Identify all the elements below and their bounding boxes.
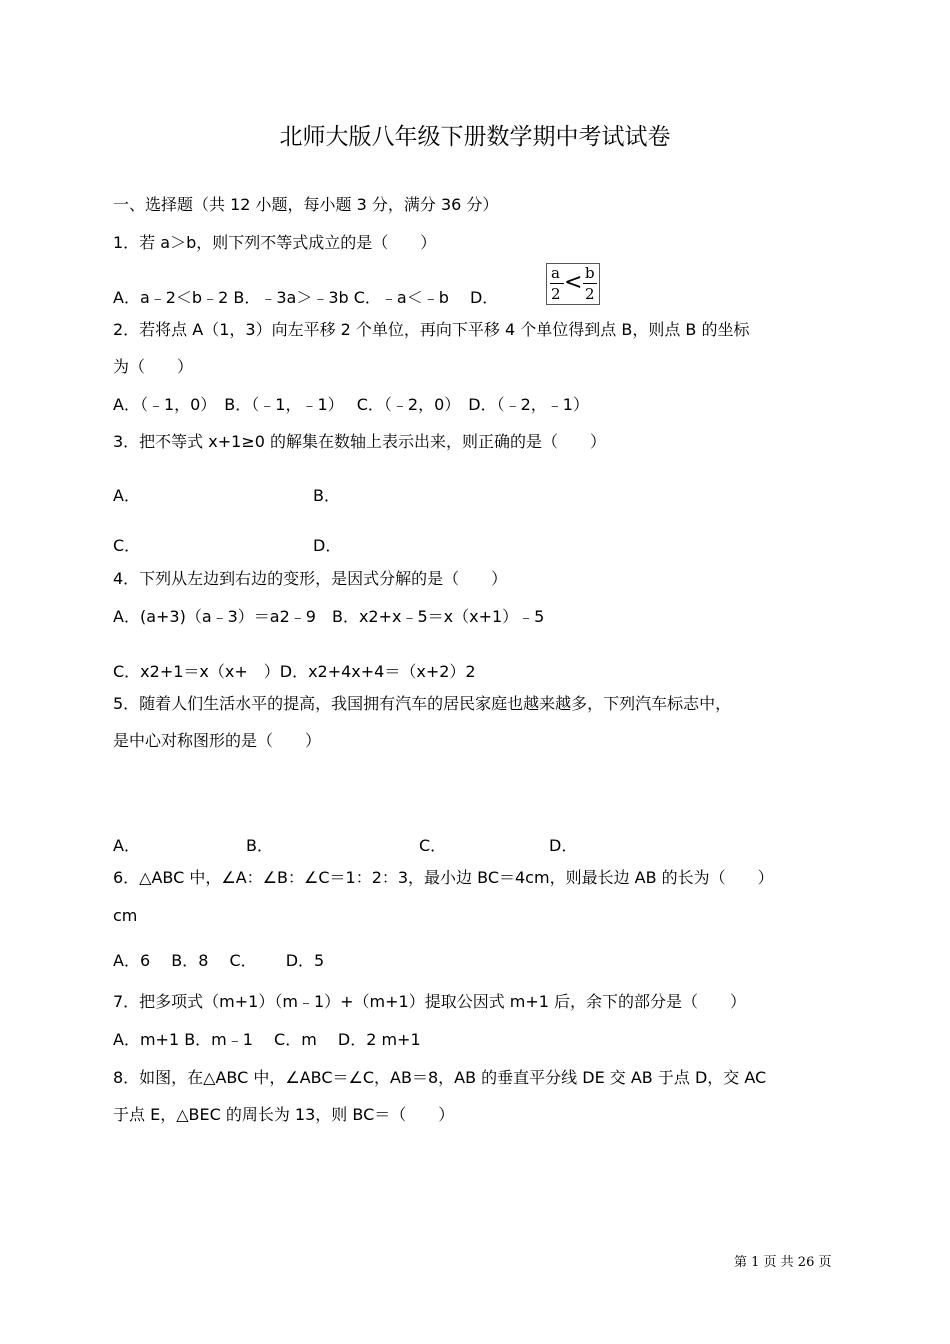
page-footer: 第 1 页 共 26 页	[734, 1255, 832, 1270]
question-5-stem-line1: 5．随着人们生活水平的提高，我国拥有汽车的居民家庭也越来越多，下列汽车标志中，	[113, 694, 732, 713]
fraction-bar-right	[583, 283, 597, 284]
question-3-option-d: D．	[313, 536, 342, 555]
question-6-stem-line2: cm	[113, 906, 138, 925]
section-heading: 一、选择题（共 12 小题，每小题 3 分，满分 36 分）	[113, 195, 499, 214]
question-5-option-b: B．	[246, 836, 273, 855]
question-4-options-line2: C．x2+1＝x（x+ ）D．x2+4x+4＝（x+2）2	[113, 662, 476, 681]
question-3-option-a: A．	[113, 486, 140, 505]
question-7-options: A．m+1 B．m﹣1 C．m D．2 m+1	[113, 1030, 421, 1049]
less-than-sign: <	[564, 270, 583, 295]
question-3-option-c: C．	[113, 536, 141, 555]
fraction-a-denominator: 2	[551, 285, 561, 303]
page-title: 北师大版八年级下册数学期中考试试卷	[279, 124, 671, 150]
fraction-b-denominator: 2	[585, 285, 595, 303]
question-7-stem: 7．把多项式（m+1）（m﹣1）+（m+1）提取公因式 m+1 后，余下的部分是（ ）	[113, 992, 747, 1011]
question-2-stem-line2: 为（ ）	[113, 357, 194, 376]
fraction-comparison-image	[546, 263, 600, 305]
question-6-stem-line1: 6．△ABC 中，∠A：∠B：∠C＝1：2：3，最小边 BC＝4cm，则最长边 AB 的长为（ ）	[113, 868, 774, 887]
question-5-option-a: A．	[113, 836, 140, 855]
question-5-stem-line2: 是中心对称图形的是（ ）	[113, 731, 322, 750]
question-2-options: A．（﹣1，0） B．（﹣1，﹣1） C．（﹣2，0） D．（﹣2，﹣1）	[113, 395, 589, 414]
question-2-stem-line1: 2．若将点 A（1，3）向左平移 2 个单位，再向下平移 4 个单位得到点 B，则点 B 的坐标	[113, 320, 750, 339]
question-4-options-line1: A．(a+3)（a﹣3）＝a2﹣9 B．x2+x﹣5＝x（x+1）﹣5	[113, 607, 545, 626]
fraction-b-numerator: b	[585, 264, 595, 282]
question-3-stem: 3．把不等式 x+1≥0 的解集在数轴上表示出来，则正确的是（ ）	[113, 432, 606, 451]
question-3-option-b: B．	[313, 486, 340, 505]
fraction-bar-left	[550, 283, 564, 284]
fraction-a-numerator: a	[551, 264, 560, 282]
question-6-options: A．6 B．8 C． D．5	[113, 951, 325, 970]
question-5-option-d: D．	[549, 836, 578, 855]
question-8-stem-line1: 8．如图，在△ABC 中，∠ABC＝∠C，AB＝8，AB 的垂直平分线 DE 交 AB 于点 D，交 AC	[113, 1068, 767, 1087]
question-1-stem: 1．若 a＞b，则下列不等式成立的是（ ）	[113, 233, 437, 252]
question-8-stem-line2: 于点 E，△BEC 的周长为 13，则 BC＝（ ）	[113, 1105, 455, 1124]
question-4-stem: 4．下列从左边到右边的变形，是因式分解的是（ ）	[113, 569, 508, 588]
question-1-options: A．a﹣2＜b﹣2 B．﹣3a＞﹣3b C．﹣a＜﹣b D．	[113, 288, 499, 307]
question-5-option-c: C．	[419, 836, 447, 855]
